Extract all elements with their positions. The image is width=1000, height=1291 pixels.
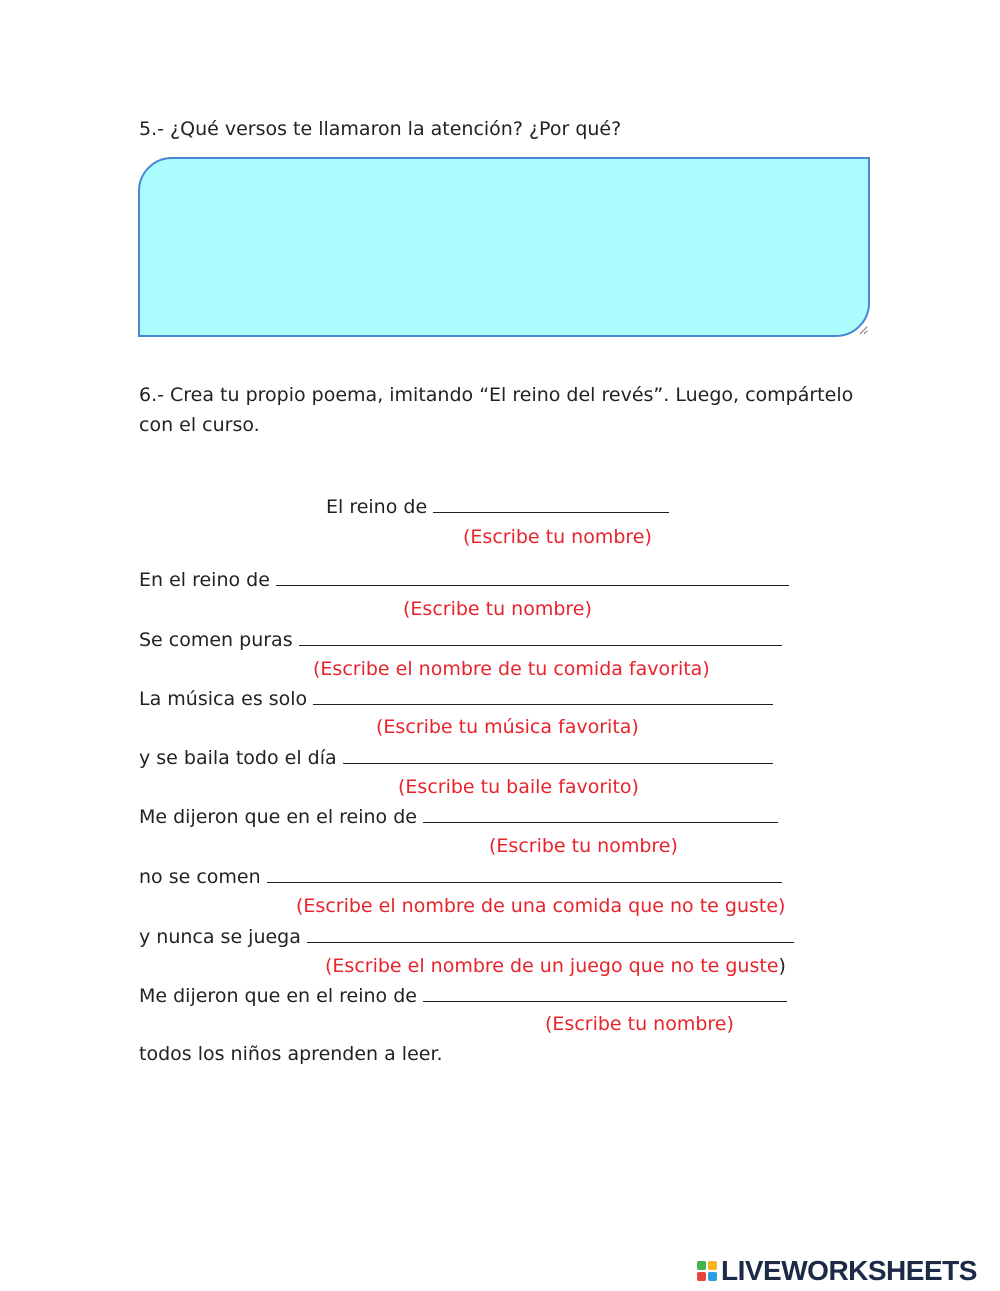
poem-line-2-hint: (Escribe el nombre de tu comida favorita) [313, 658, 710, 680]
title-name-blank[interactable] [432, 492, 672, 516]
poem-line-1-blank[interactable] [275, 565, 792, 589]
poem-line-3-prefix: La música es solo [139, 688, 308, 710]
poem-line-6-hint: (Escribe el nombre de una comida que no te guste) [296, 895, 786, 917]
poem-line-2-prefix: Se comen puras [139, 629, 293, 651]
liveworksheets-logo [697, 1256, 977, 1286]
poem-line-5-blank[interactable] [434, 802, 793, 826]
question-5: 5.- ¿Qué versos te llamaron la atención? ¿Por qué? [139, 118, 622, 140]
poem-line-4-prefix: y se baila todo el día [139, 747, 337, 769]
liveworksheets-logo-icon [697, 1261, 717, 1281]
poem-line-6-prefix: no se comen [139, 866, 261, 888]
poem-line-5-prefix: Me dijeron que en el reino de [139, 806, 417, 828]
poem-line-5-hint: (Escribe tu nombre) [489, 835, 678, 857]
poem-line-8-hint: (Escribe tu nombre) [545, 1013, 734, 1035]
poem-line-3-hint: (Escribe tu música favorita) [376, 716, 639, 738]
poem-line-7-blank[interactable] [310, 922, 801, 946]
poem-line-7-hint-close: ) [778, 955, 786, 977]
poem-closing-line: todos los niños aprenden a leer. [139, 1043, 443, 1065]
poem-line-6-blank[interactable] [280, 862, 799, 886]
poem-line-8-prefix: Me dijeron que en el reino de [139, 985, 417, 1007]
poem-line-1-prefix: En el reino de [139, 569, 270, 591]
poem-title-hint: (Escribe tu nombre) [463, 526, 652, 548]
answer-box-q5[interactable] [138, 157, 870, 337]
poem-line-4-hint: (Escribe tu baile favorito) [398, 776, 639, 798]
poem-line-2-blank[interactable] [305, 625, 792, 649]
poem-line-7-hint-wrap [325, 954, 786, 978]
poem-line-8-blank[interactable] [434, 981, 802, 1005]
poem-line-7-hint: (Escribe el nombre de un juego que no te guste [325, 955, 779, 977]
poem-line-4-blank[interactable] [357, 743, 791, 767]
poem-line-7-prefix: y nunca se juega [139, 926, 301, 948]
poem-line-3-blank[interactable] [327, 684, 791, 708]
logo-text: LIVEWORKSHEETS [721, 1255, 977, 1286]
poem-line-1-hint: (Escribe tu nombre) [403, 598, 592, 620]
question-6: 6.- Crea tu propio poema, imitando “El reino del revés”. Luego, compártelo con el curso. [139, 384, 854, 436]
poem-title-prefix: El reino de [326, 496, 428, 518]
